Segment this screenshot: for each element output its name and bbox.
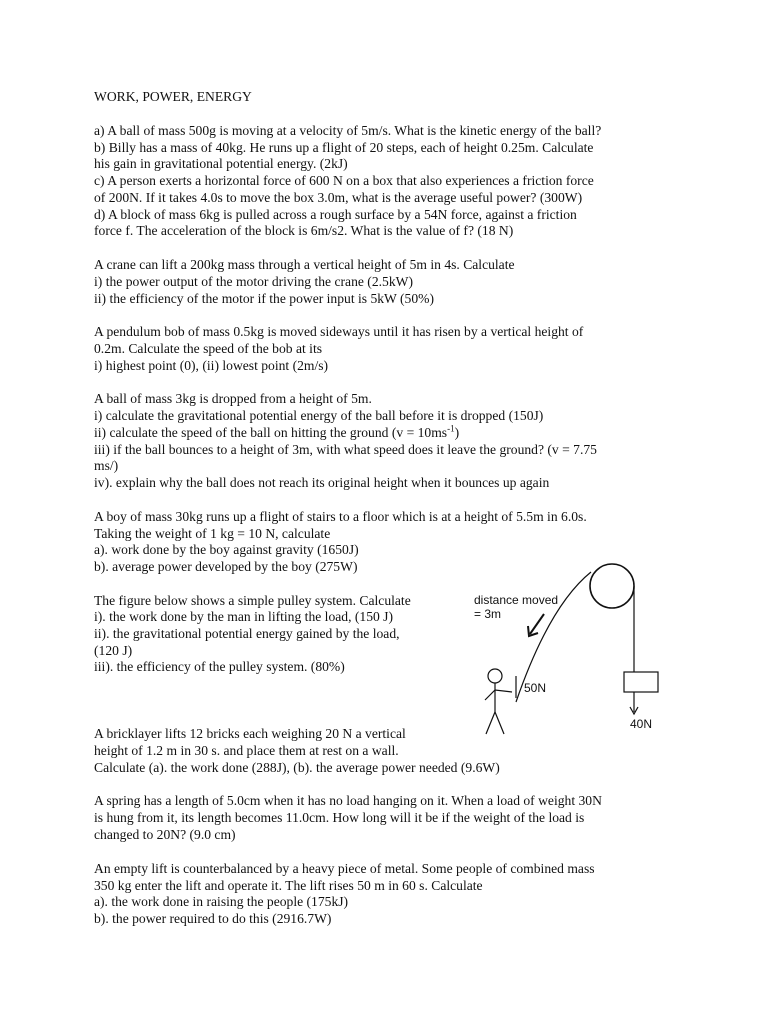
pulley-wheel xyxy=(590,564,634,608)
ball-question-line3 xyxy=(94,424,459,441)
man-arms xyxy=(485,690,512,700)
question-d-line2: force f. The acceleration of the block is 6m/s2. What is the value of f? (18 N) xyxy=(94,223,514,238)
distance-label-line1: distance moved xyxy=(474,593,559,607)
distance-label-line2: = 3m xyxy=(474,607,502,621)
man-legs xyxy=(486,712,504,734)
load-box xyxy=(624,672,658,692)
question-c-line1: c) A person exerts a horizontal force of 600 N on a box that also experiences a friction force xyxy=(94,173,594,188)
lift-question-line3: a). the work done in raising the people (175kJ) xyxy=(94,894,349,909)
ball-question-line5: ms/) xyxy=(94,458,119,473)
bricklayer-question-line3: Calculate (a). the work done (288J), (b). the average power needed (9.6W) xyxy=(94,760,500,775)
ball-question-line3-superscript: -1 xyxy=(447,423,455,434)
bricklayer-question-line1: A bricklayer lifts 12 bricks each weighing 20 N a vertical xyxy=(94,726,406,741)
pendulum-question-line1: A pendulum bob of mass 0.5kg is moved sideways until it has risen by a vertical height of xyxy=(94,324,584,339)
ball-question-line2: i) calculate the gravitational potential energy of the ball before it is dropped (150J) xyxy=(94,408,544,423)
ball-question-line4: iii) if the ball bounces to a height of 3m, with what speed does it leave the ground? (v = 7.75 xyxy=(94,442,597,457)
lift-question-line1: An empty lift is counterbalanced by a heavy piece of metal. Some people of combined mass xyxy=(94,861,595,876)
pendulum-question-line3: i) highest point (0), (ii) lowest point (2m/s) xyxy=(94,358,329,373)
pendulum-question-line2: 0.2m. Calculate the speed of the bob at its xyxy=(94,341,323,356)
ball-question-line6: iv). explain why the ball does not reach its original height when it bounces up again xyxy=(94,475,550,490)
boy-question-line1: A boy of mass 30kg runs up a flight of stairs to a floor which is at a height of 5.5m in 6.0s. xyxy=(94,509,587,524)
pulley-diagram xyxy=(450,552,700,742)
load-force-label: 40N xyxy=(630,717,653,731)
spring-question-line1: A spring has a length of 5.0cm when it has no load hanging on it. When a load of weight 30N xyxy=(94,793,602,808)
effort-force-label: 50N xyxy=(524,681,547,695)
ball-question-line1: A ball of mass 3kg is dropped from a height of 5m. xyxy=(94,391,372,406)
question-c-line2: of 200N. If it takes 4.0s to move the box 3.0m, what is the average useful power? (300W) xyxy=(94,190,583,205)
lift-question-line4: b). the power required to do this (2916.7W) xyxy=(94,911,332,926)
question-b-line2: his gain in gravitational potential energy. (2kJ) xyxy=(94,156,348,171)
bricklayer-question-line2: height of 1.2 m in 30 s. and place them at rest on a wall. xyxy=(94,743,399,758)
spring-question-line2: is hung from it, its length becomes 11.0cm. How long will it be if the weight of the load is xyxy=(94,810,585,825)
crane-question-line3: ii) the efficiency of the motor if the power input is 5kW (50%) xyxy=(94,291,435,306)
boy-question-line3: a). work done by the boy against gravity (1650J) xyxy=(94,542,359,557)
boy-question-line4: b). average power developed by the boy (275W) xyxy=(94,559,358,574)
lift-question-line2: 350 kg enter the lift and operate it. The lift rises 50 m in 60 s. Calculate xyxy=(94,878,483,893)
ball-question-line3-text: ii) calculate the speed of the ball on hitting the ground (v = 10ms xyxy=(94,425,448,440)
ball-question-line3-close: ) xyxy=(454,425,460,440)
pulley-question-line2: i). the work done by the man in lifting the load, (150 J) xyxy=(94,609,394,624)
pulley-question-line3: ii). the gravitational potential energy gained by the load, xyxy=(94,626,400,641)
spring-question-line3: changed to 20N? (9.0 cm) xyxy=(94,827,236,842)
question-d-line1: d) A block of mass 6kg is pulled across a rough surface by a 54N force, against a friction xyxy=(94,207,577,222)
question-b-line1: b) Billy has a mass of 40kg. He runs up a flight of 20 steps, each of height 0.25m. Calculate xyxy=(94,140,594,155)
man-head xyxy=(488,669,502,683)
pulley-question-line4: (120 J) xyxy=(94,643,133,658)
question-a: a) A ball of mass 500g is moving at a velocity of 5m/s. What is the kinetic energy of the ball? xyxy=(94,123,602,138)
distance-arrow-shaft xyxy=(530,614,544,634)
boy-question-line2: Taking the weight of 1 kg = 10 N, calculate xyxy=(94,526,331,541)
pulley-question-line5: iii). the efficiency of the pulley system. (80%) xyxy=(94,659,345,674)
crane-question-line1: A crane can lift a 200kg mass through a vertical height of 5m in 4s. Calculate xyxy=(94,257,515,272)
page-title: WORK, POWER, ENERGY xyxy=(94,89,252,104)
pulley-question-line1: The figure below shows a simple pulley system. Calculate xyxy=(94,593,411,608)
crane-question-line2: i) the power output of the motor driving the crane (2.5kW) xyxy=(94,274,413,289)
